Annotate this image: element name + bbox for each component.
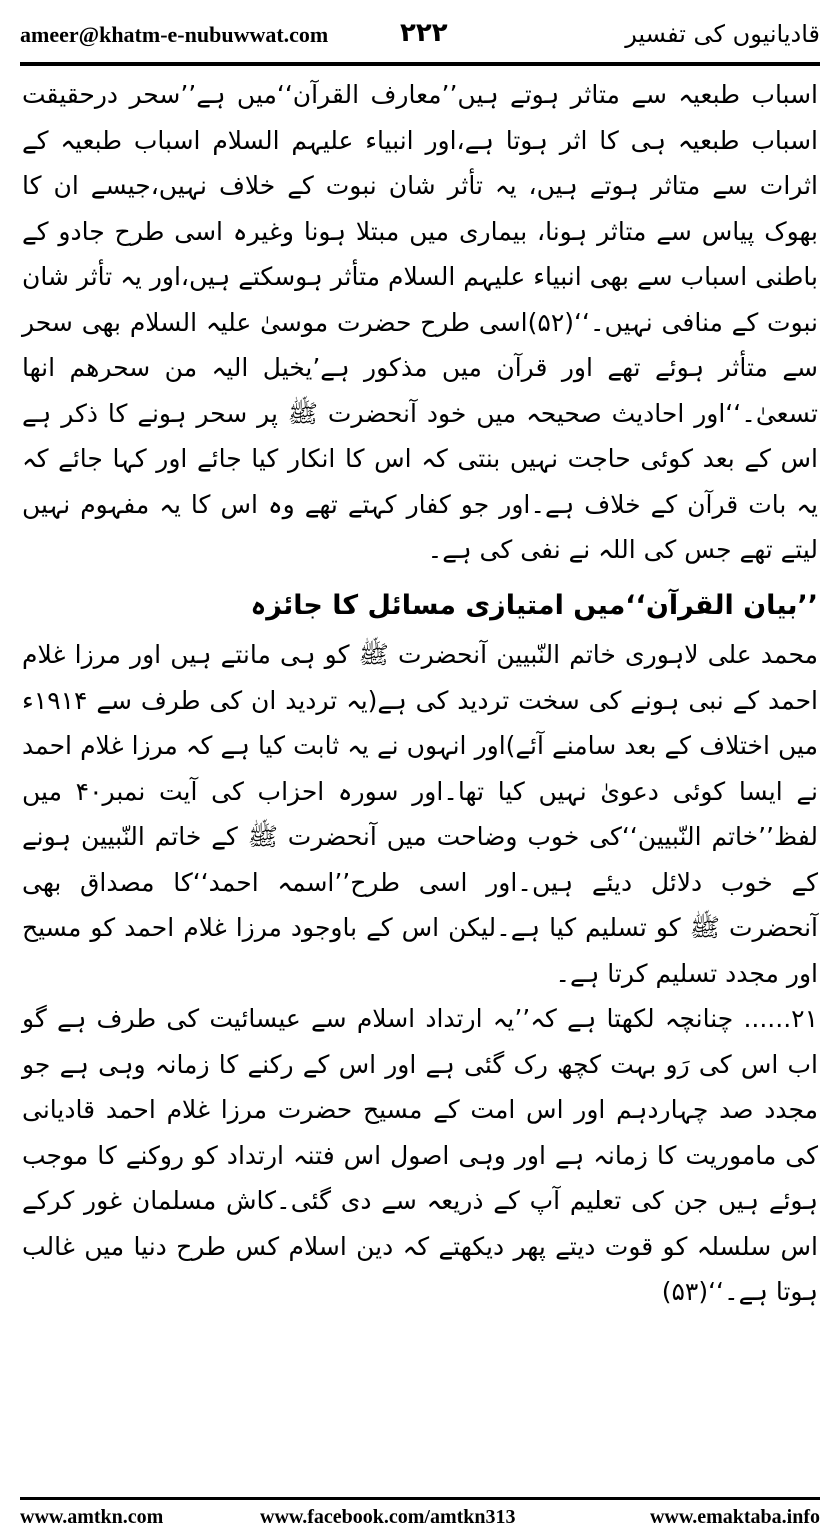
section-heading: ’’بیان القرآن‘‘میں امتیازی مسائل کا جائزہ [250, 589, 818, 621]
page-header [20, 18, 820, 58]
paragraph: محمد علی لاہوری خاتم النّبیین آنحضرت ﷺ کو ہی مانتے ہیں اور مرزا غلام احمد کے نبی ہونے کی سخت تردید کی ہے(یہ تردید ان کی طرف سے ۱۹۱۴ء میں اختلاف کے بعد سامنے آئے)اور انہوں نے یہ ثابت کیا ہے کہ مرزا غلام احمد نے ایسا کوئی دعویٰ نہیں کیا تھا۔اور سورہ احزاب کی آیت نمبر۴۰ میں لفظ’’خاتم النّبیین‘‘کی خوب وضاحت میں آنحضرت ﷺ کے خاتم النّبیین ہونے کے خوب دلائل دیئے ہیں۔اور اسی طرح’’اسمہ احمد‘‘کا مصداق بھی آنحضرت ﷺ کو تسلیم کیا ہے۔لیکن اس کے باوجود مرزا غلام احمد کو مسیح اور مجدد تسلیم کرتا ہے۔ [22, 640, 818, 988]
page-number: ۲۲۲ [400, 18, 448, 48]
footer-rule [20, 1497, 820, 1500]
header-email: ameer@khatm-e-nubuwwat.com [20, 22, 329, 47]
footer-link-emaktaba[interactable]: www.emaktaba.info [649, 1506, 820, 1528]
page-footer [20, 1506, 820, 1532]
header-rule [20, 62, 820, 66]
paragraph: ۲۱...... چنانچہ لکھتا ہے کہ’’یہ ارتداد اسلام سے عیسائیت کی طرف ہے گو اب اس کی رَو بہت کچھ رک گئی ہے اور اس کے رکنے کا زمانہ وہی ہے جو مجدد صد چہاردہم اور اس امت کے مسیح حضرت مرزا غلام احمد قادیانی کی ماموریت کا زمانہ ہے اور وہی اصول اس فتنہ ارتداد کو روکنے کا موجب ہوئے ہیں جن کی تعلیم آپ کے ذریعہ سے دی گئی۔کاش مسلمان غور کرکے اس سلسلہ کو قوت دیتے پھر دیکھتے کہ دین اسلام کس طرح دنیا میں غالب ہوتا ہے۔‘‘(۵۳) [22, 1004, 818, 1306]
footer-link-facebook[interactable]: www.facebook.com/amtkn313 [260, 1506, 516, 1528]
page-body [22, 72, 818, 1315]
book-title: قادیانیوں کی تفسیر [625, 20, 820, 48]
paragraph: اسباب طبعیہ سے متاثر ہوتے ہیں’’معارف القرآن‘‘میں ہے’’سحر درحقیقت اسباب طبعیہ ہی کا اثر ہوتا ہے،اور انبیاء علیہم السلام اسباب طبعیہ کے اثرات سے متاثر ہوتے ہیں، یہ تأثر شان نبوت کے خلاف نہیں،جیسے ان کا بھوک پیاس سے متاثر ہونا، بیماری میں مبتلا ہونا وغیرہ اسی طرح جادو کے باطنی اسباب سے بھی انبیاء علیہم السلام متأثر ہوسکتے ہیں،اور یہ تأثر شان نبوت کے منافی نہیں۔‘‘(۵۲)اسی طرح حضرت موسیٰ علیہ السلام بھی سحر سے متأثر ہوئے تھے اور قرآن میں مذکور ہے’یخیل الیہ من سحرھم انھا تسعیٰ۔‘‘اور احادیث صحیحہ میں خود آنحضرت ﷺ پر سحر ہونے کا ذکر ہے اس کے بعد کوئی حاجت نہیں بنتی کہ اس کا انکار کیا جائے اور کہا جائے کہ یہ بات قرآن کے خلاف ہے۔اور جو کفار کہتے تھے وہ اس کا یہ مفہوم نہیں لیتے تھے جس کی اللہ نے نفی کی ہے۔ [22, 80, 818, 564]
footer-link-amtkn[interactable]: www.amtkn.com [20, 1506, 164, 1528]
